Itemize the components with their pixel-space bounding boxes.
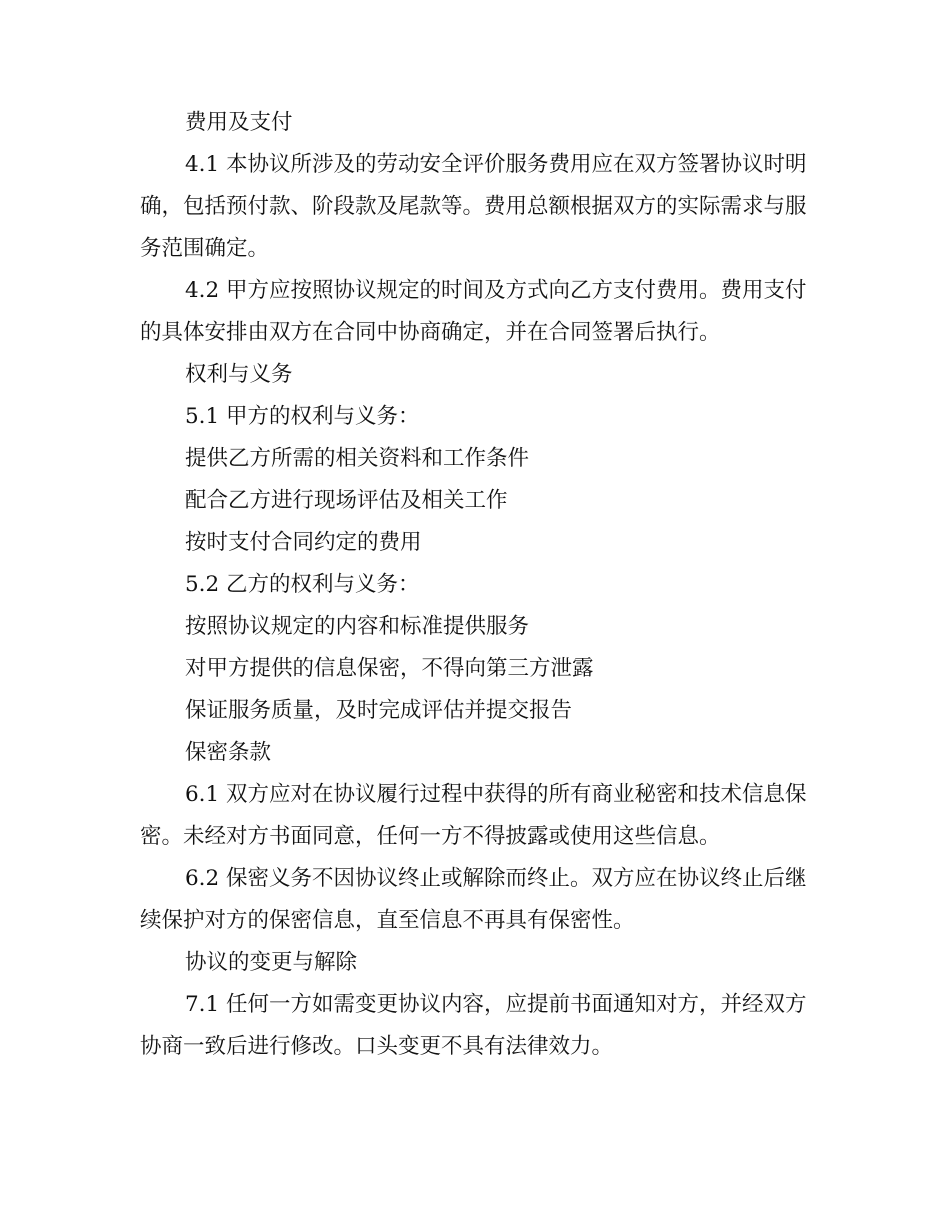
section-heading-confidentiality: 保密条款 (185, 740, 272, 765)
list-item: 配合乙方进行现场评估及相关工作 (185, 488, 508, 513)
section-heading-fees: 费用及支付 (185, 110, 293, 135)
clause-6-2: 6.2 保密义务不因协议终止或解除而终止。双方应在协议终止后继续保护对方的保密信息，直至信息不再具有保密性。 (140, 866, 807, 933)
list-item: 对甲方提供的信息保密，不得向第三方泄露 (185, 656, 594, 681)
list-item: 提供乙方所需的相关资料和工作条件 (185, 446, 530, 471)
list-item: 按时支付合同约定的费用 (185, 530, 422, 555)
section-heading-rights: 权利与义务 (185, 362, 293, 387)
list-item: 保证服务质量，及时完成评估并提交报告 (185, 698, 573, 723)
list-item: 按照协议规定的内容和标准提供服务 (185, 614, 530, 639)
clause-7-1: 7.1 任何一方如需变更协议内容，应提前书面通知对方，并经双方协商一致后进行修改。口头变更不具有法律效力。 (140, 992, 807, 1059)
clause-4-1: 4.1 本协议所涉及的劳动安全评价服务费用应在双方签署协议时明确，包括预付款、阶段款及尾款等。费用总额根据双方的实际需求与服务范围确定。 (140, 152, 807, 261)
section-heading-amendment: 协议的变更与解除 (185, 950, 358, 975)
clause-4-2: 4.2 甲方应按照协议规定的时间及方式向乙方支付费用。费用支付的具体安排由双方在合同中协商确定，并在合同签署后执行。 (140, 278, 807, 345)
document-body (140, 102, 812, 1068)
clause-5-1: 5.1 甲方的权利与义务： (185, 404, 420, 429)
clause-6-1: 6.1 双方应对在协议履行过程中获得的所有商业秘密和技术信息保密。未经对方书面同意，任何一方不得披露或使用这些信息。 (140, 782, 807, 849)
clause-5-2: 5.2 乙方的权利与义务： (185, 572, 420, 597)
